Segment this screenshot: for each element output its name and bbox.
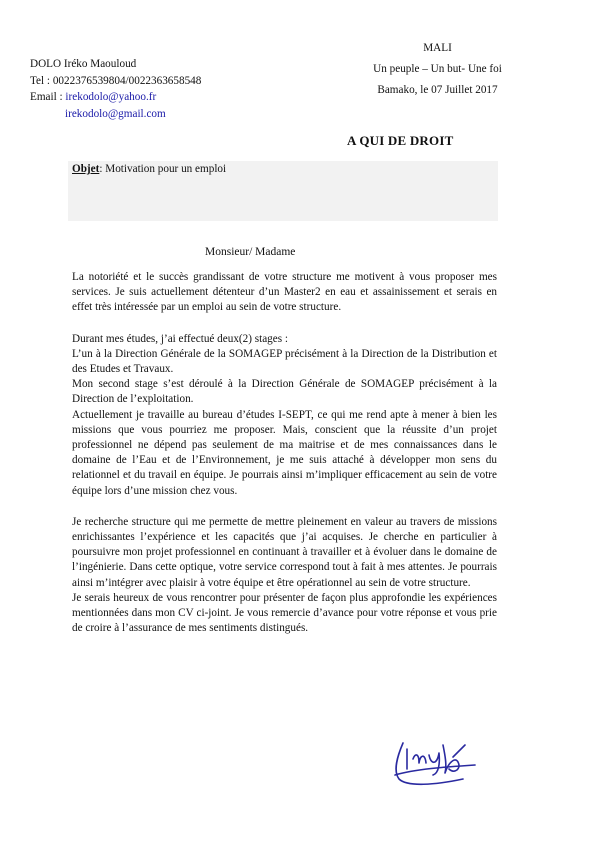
sender-email-line-2 [30, 106, 201, 123]
email-link-gmail[interactable]: irekodolo@gmail.com [65, 107, 166, 120]
salutation: Monsieur/ Madame [205, 246, 296, 258]
country: MALI [423, 42, 452, 54]
header-right [355, 42, 520, 96]
paragraph-current-job: Actuellement je travaille au bureau d’études I-SEPT, ce qui me rend apte à mener à bien les missions que vous pourriez me proposer. Mais, conscient que la réussite d’un projet professionnel ne dépend pas seulement de ma maitrise et de mes connaissances dans le domaine de l’Eau et de l’Environnement, je me suis attaché à développer mon sens du relationnel et du travail en équipe. Je pourrais ainsi m’impliquer efficacement au sein de votre équipe lors d’une mission chez vous. [72, 408, 497, 497]
paragraph-intro: La notoriété et le succès grandissant de votre structure me motivent à vous proposer mes services. Je suis actuellement détenteur d’un Master2 en eau et assainissement et serais en effet très intéressée par un emploi au sein de votre structure. [72, 271, 497, 314]
letter-title: A QUI DE DROIT [347, 133, 454, 148]
email-label: Email : [30, 91, 66, 103]
sender-email-line [30, 89, 201, 106]
object-label: Objet [72, 163, 100, 175]
object-text: : Motivation pour un emploi [99, 163, 227, 175]
handwritten-signature-icon [385, 735, 480, 790]
sender-block [30, 56, 201, 122]
national-motto: Un peuple – Un but- Une foi [373, 63, 502, 75]
object-line [72, 163, 226, 175]
paragraph-first-internship: L’un à la Direction Générale de la SOMAGEP précisément à la Direction de la Distribution et des Etudes et Travaux. [72, 347, 497, 376]
paragraph-second-internship: Mon second stage s’est déroulé à la Direction Générale de SOMAGEP précisément à la Direction de l’exploitation. [72, 378, 497, 406]
place-date: Bamako, le 07 Juillet 2017 [377, 84, 498, 96]
sender-name: DOLO Iréko Maouloud [30, 58, 137, 70]
paragraph-closing: Je serais heureux de vous rencontrer pour présenter de façon plus approfondie les expériences mentionnées dans mon CV ci-joint. Je vous remercie d’avance pour votre réponse et vous prie de croire à l’assurance de mes sentiments distingués. [72, 591, 497, 635]
letter-body [72, 270, 497, 636]
paragraph-goals: Je recherche structure qui me permette de mettre pleinement en valeur au travers de missions enrichissantes l’expérience et les capacités que j’ai acquises. Je cherche en particulier à poursuivre mon projet professionnel en continuant à travailler et à évoluer dans le domaine de l’ingénierie. Dans cette optique, votre service correspond tout à fait à mes attentes. Je pourrais ainsi m’intégrer avec plaisir à votre équipe et être opérationnel au sein de votre structure. [72, 515, 497, 589]
email-link-yahoo[interactable]: irekodolo@yahoo.fr [65, 91, 157, 103]
sender-phone: Tel : 0022376539804/0022363658548 [30, 74, 202, 87]
paragraph-internships: Durant mes études, j’ai effectué deux(2) stages : [72, 332, 289, 345]
